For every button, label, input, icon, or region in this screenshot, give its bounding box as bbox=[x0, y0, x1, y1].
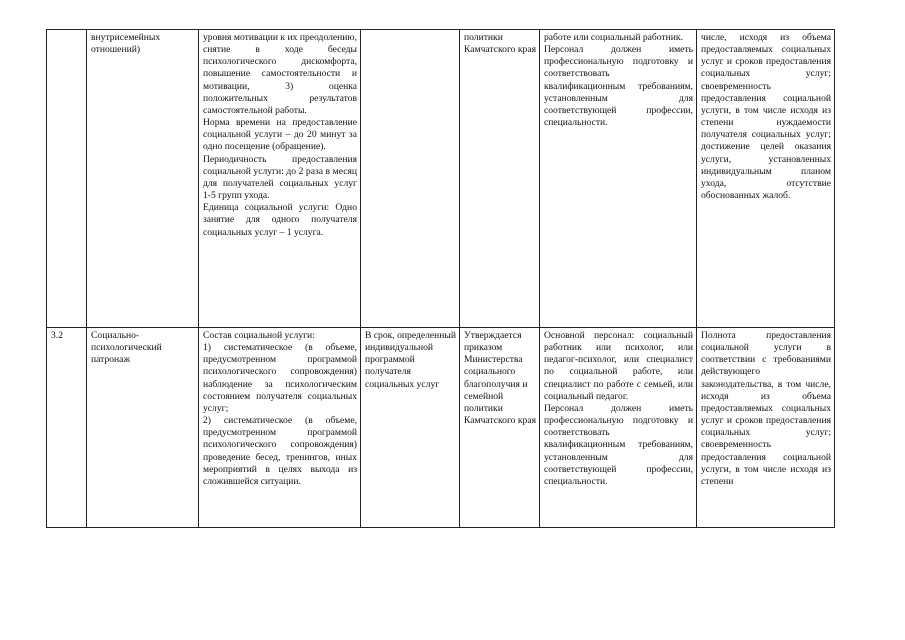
staff-cell: работе или социальный работник. Персонал должен иметь профессиональную подготовку и соответствовать квалификационным требованиям, установленным для соответствующей профессии, специальности. bbox=[540, 30, 697, 328]
quality-cell: Полнота предоставления социальной услуги в соответствии с требованиями действующего законодательства, в том числе, исходя из объема предоставляемых социальных услуг и сроков предоставления социальных услуг; своевременность предоставления социальной услуги, в том числе исходя из степени bbox=[697, 328, 835, 528]
services-table bbox=[46, 29, 835, 528]
service-name-cell: внутрисемейных отношений) bbox=[87, 30, 199, 328]
service-term-cell bbox=[361, 30, 460, 328]
service-term-cell: В срок, определенный индивидуальной программой получателя социальных услуг bbox=[361, 328, 460, 528]
service-content-cell: Состав социальной услуги: 1) систематическое (в объеме, предусмотренном программой психологического сопровождения) наблюдение за психологическим состоянием получателя социальных услуг; 2) систематическое (в объеме, предусмотренном программой психологического сопровождения) проведение бесед, тренингов, иных мероприятий в целях выхода из сложившейся ситуации. bbox=[199, 328, 361, 528]
staff-cell: Основной персонал: социальный работник или психолог, или педагог-психолог, или специалист по социальной работе, или специалист по работе с семьей, или социальный педагог. Персонал должен иметь профессиональную подготовку и соответствовать квалификационным требованиям, установленным для соответствующей профессии, специальности. bbox=[540, 328, 697, 528]
approval-cell: политики Камчатского края bbox=[460, 30, 540, 328]
table-row bbox=[47, 328, 835, 528]
quality-cell: числе, исходя из объема предоставляемых социальных услуг и сроков предоставления социальных услуг; своевременность предоставления социальной услуги, в том числе исходя из степени нуждаемости получателя социальных услуг; достижение целей оказания услуги, установленных индивидуальным планом ухода, отсутствие обоснованных жалоб. bbox=[697, 30, 835, 328]
approval-cell: Утверждается приказом Министерства социального благополучия и семейной политики Камчатского края bbox=[460, 328, 540, 528]
table-row bbox=[47, 30, 835, 328]
row-number-cell: 3.2 bbox=[47, 328, 87, 528]
service-content-cell: уровня мотивации к их преодолению, снятие в ходе беседы психологического дискомфорта, повышение самостоятельности и мотивации, 3) оценка положительных результатов самостоятельной работы. Норма времени на предоставление социальной услуги – до 20 минут за одно посещение (обращение). Периодичность предоставления социальной услуги: до 2 раза в месяц для получателей социальных услуг 1-5 групп ухода. Единица социальной услуги: Одно занятие для одного получателя социальных услуг – 1 услуга. bbox=[199, 30, 361, 328]
service-name-cell: Социально-психологический патронаж bbox=[87, 328, 199, 528]
row-number-cell bbox=[47, 30, 87, 328]
